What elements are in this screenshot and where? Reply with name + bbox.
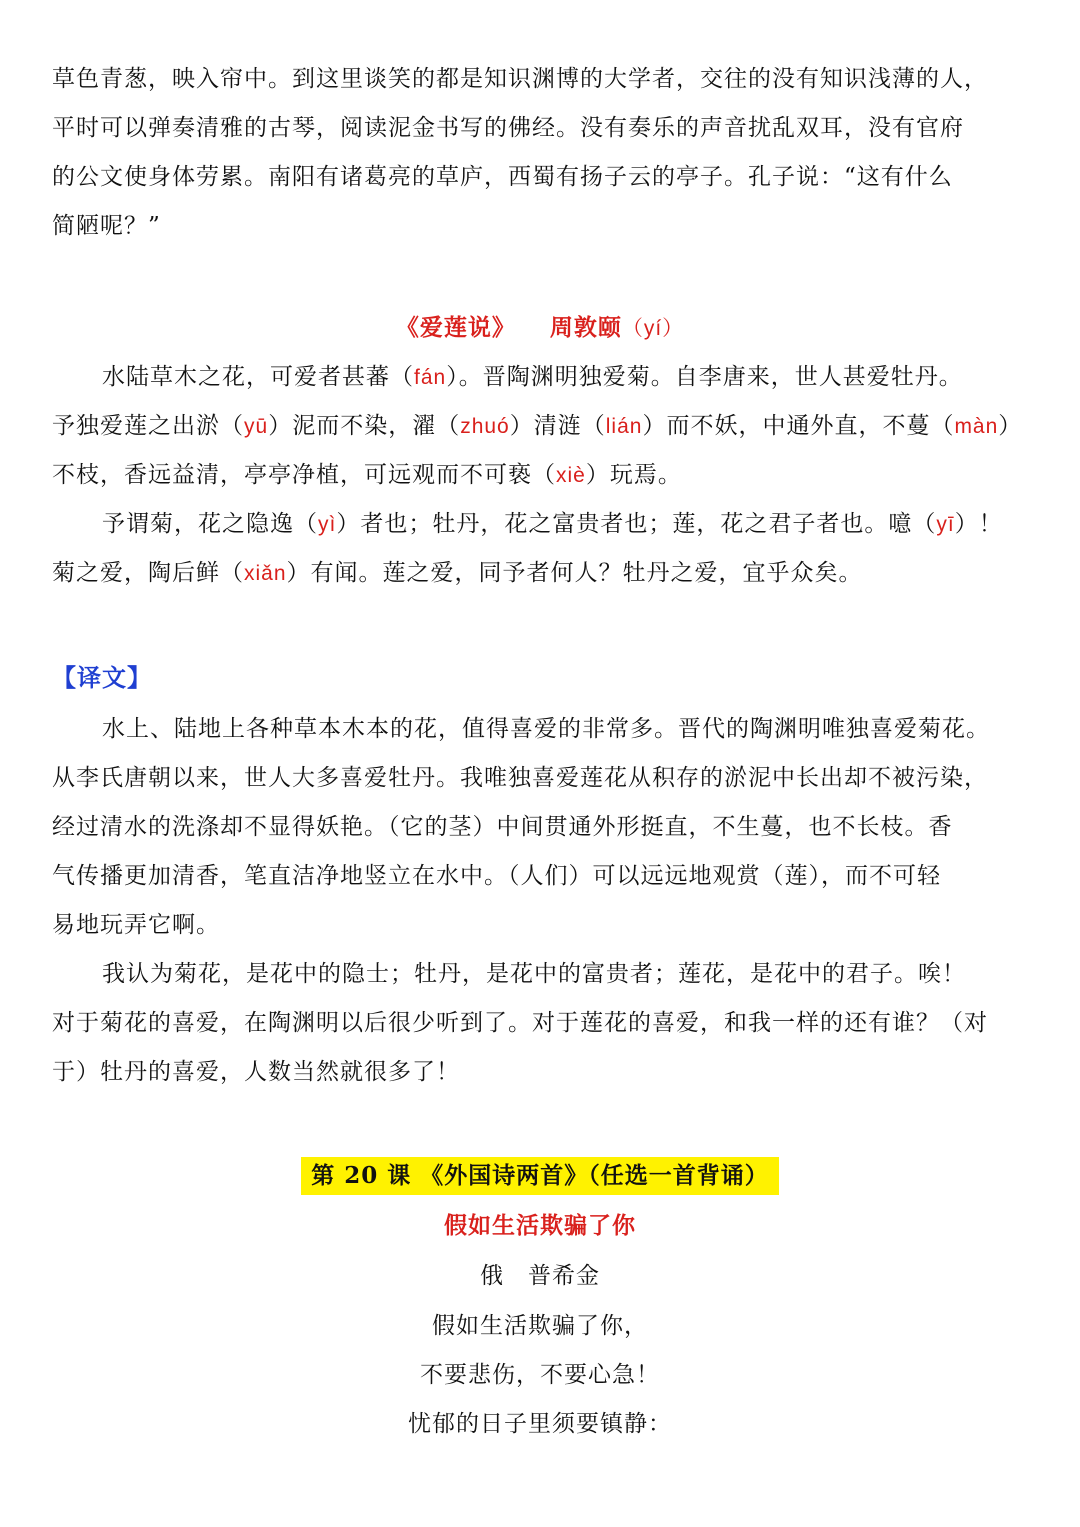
ailian-title: 《爱莲说》 — [395, 314, 516, 341]
ailian-para1-line2: 予独爱莲之出淤（yū）泥而不染，濯（zhuó）清涟（lián）而不妖，中通外直，不蔓（màn） — [52, 413, 1023, 439]
poem-line: 忧郁的日子里须要镇静： — [408, 1411, 672, 1437]
ailian-para1-line1: 水陆草木之花，可爱者甚蕃（fán）。晋陶渊明独爱菊。自李唐来，世人甚爱牡丹。 — [102, 364, 963, 390]
text-line: 的公文使身体劳累。南阳有诸葛亮的草庐，西蜀有扬子云的亭子。孔子说：“这有什么 — [52, 164, 953, 190]
lesson-header: 第 20 课 《外国诗两首》（任选一首背诵） — [301, 1157, 779, 1195]
text-line: 草色青葱，映入帘中。到这里谈笑的都是知识渊博的大学者，交往的没有知识浅薄的人， — [52, 66, 988, 92]
translation-heading: 【译文】 — [52, 663, 152, 692]
text-line: 从李氏唐朝以来，世人大多喜爱牡丹。我唯独喜爱莲花从积存的淤泥中长出却不被污染， — [52, 765, 988, 791]
text-line: 我认为菊花，是花中的隐士；牡丹，是花中的富贵者；莲花，是花中的君子。唉！ — [102, 961, 966, 987]
ailian-text — [52, 353, 1032, 598]
text-line: 于）牡丹的喜爱，人数当然就很多了！ — [52, 1059, 460, 1085]
translation-text — [52, 705, 1032, 1097]
text-line: 水上、陆地上各种草本木本的花，值得喜爱的非常多。晋代的陶渊明唯独喜爱菊花。 — [102, 716, 990, 742]
text-line: 经过清水的洗涤却不显得妖艳。（它的茎）中间贯通外形挺直，不生蔓，也不长枝。香 — [52, 814, 953, 840]
text-line: 易地玩弄它啊。 — [52, 912, 220, 938]
ailian-author: 周敦颐 — [549, 314, 622, 341]
intro-translation — [52, 55, 1032, 251]
poem-line: 不要悲伤，不要心急！ — [420, 1362, 660, 1388]
text-line: 简陋呢？” — [52, 213, 161, 239]
ailian-para2-line1: 予谓菊，花之隐逸（yì）者也；牡丹，花之富贵者也；莲，花之君子者也。噫（yī）！ — [102, 511, 1003, 537]
ailian-title-line — [0, 310, 1080, 347]
ailian-para1-line3: 不枝，香远益清，亭亭净植，可远观而不可亵（xiè）玩焉。 — [52, 462, 682, 488]
lesson-header-line — [0, 1157, 1080, 1195]
poem-line: 假如生活欺骗了你， — [432, 1313, 648, 1339]
text-line: 气传播更加清香，笔直洁净地竖立在水中。（人们）可以远远地观赏（莲），而不可轻 — [52, 863, 941, 889]
text-line: 对于菊花的喜爱，在陶渊明以后很少听到了。对于莲花的喜爱，和我一样的还有谁？（对 — [52, 1010, 988, 1036]
poem-author: 俄 普希金 — [480, 1263, 600, 1289]
poem-title: 假如生活欺骗了你 — [444, 1212, 636, 1239]
ailian-author-pinyin: （yí） — [621, 317, 685, 340]
text-line: 平时可以弹奏清雅的古琴，阅读泥金书写的佛经。没有奏乐的声音扰乱双耳，没有官府 — [52, 115, 964, 141]
ailian-para2-line2: 菊之爱，陶后鲜（xiǎn）有闻。莲之爱，同予者何人？牡丹之爱，宜乎众矣。 — [52, 560, 863, 586]
